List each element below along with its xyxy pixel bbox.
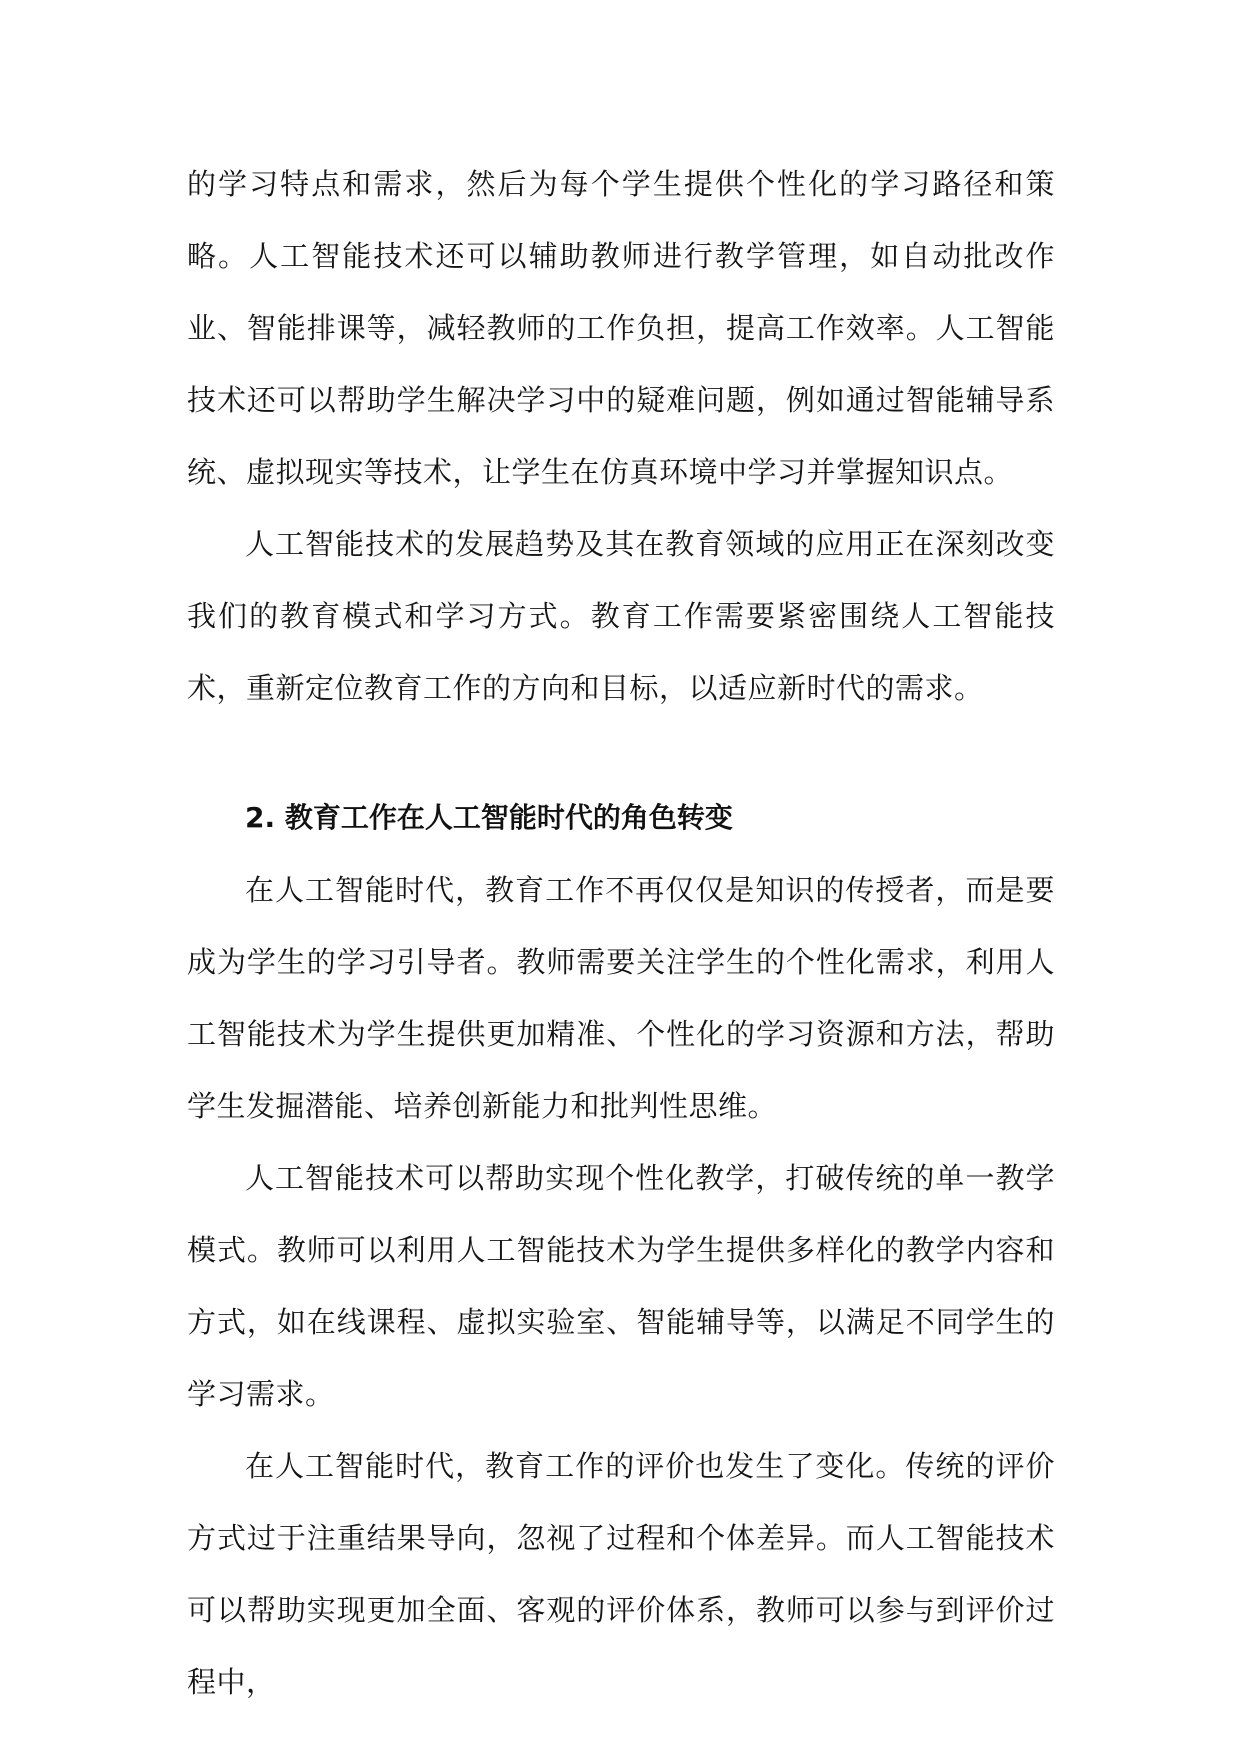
paragraph-continuation: 的学习特点和需求，然后为每个学生提供个性化的学习路径和策略。人工智能技术还可以辅助教师进行教学管理，如自动批改作业、智能排课等，减轻教师的工作负担，提高工作效率。人工智能技术还可以帮助学生解决学习中的疑难问题，例如通过智能辅导系统、虚拟现实等技术，让学生在仿真环境中学习并掌握知识点。 xyxy=(187,167,1055,489)
section-spacer xyxy=(187,724,1055,782)
paragraph-role-guide: 在人工智能时代，教育工作不再仅仅是知识的传授者，而是要成为学生的学习引导者。教师需要关注学生的个性化需求，利用人工智能技术为学生提供更加精准、个性化的学习资源和方法，帮助学生发掘潜能、培养创新能力和批判性思维。 xyxy=(187,873,1055,1123)
section-heading: 2. 教育工作在人工智能时代的角色转变 xyxy=(245,801,733,834)
paragraph-personalized-teaching: 人工智能技术可以帮助实现个性化教学，打破传统的单一教学模式。教师可以利用人工智能技术为学生提供多样化的教学内容和方式，如在线课程、虚拟实验室、智能辅导等，以满足不同学生的学习需求。 xyxy=(187,1161,1055,1411)
paragraph-ai-trend-summary: 人工智能技术的发展趋势及其在教育领域的应用正在深刻改变我们的教育模式和学习方式。教育工作需要紧密围绕人工智能技术，重新定位教育工作的方向和目标，以适应新时代的需求。 xyxy=(187,527,1055,705)
document-body xyxy=(187,148,1055,1718)
paragraph-evaluation-change: 在人工智能时代，教育工作的评价也发生了变化。传统的评价方式过于注重结果导向，忽视了过程和个体差异。而人工智能技术可以帮助实现更加全面、客观的评价体系，教师可以参与到评价过程中， xyxy=(187,1449,1055,1699)
